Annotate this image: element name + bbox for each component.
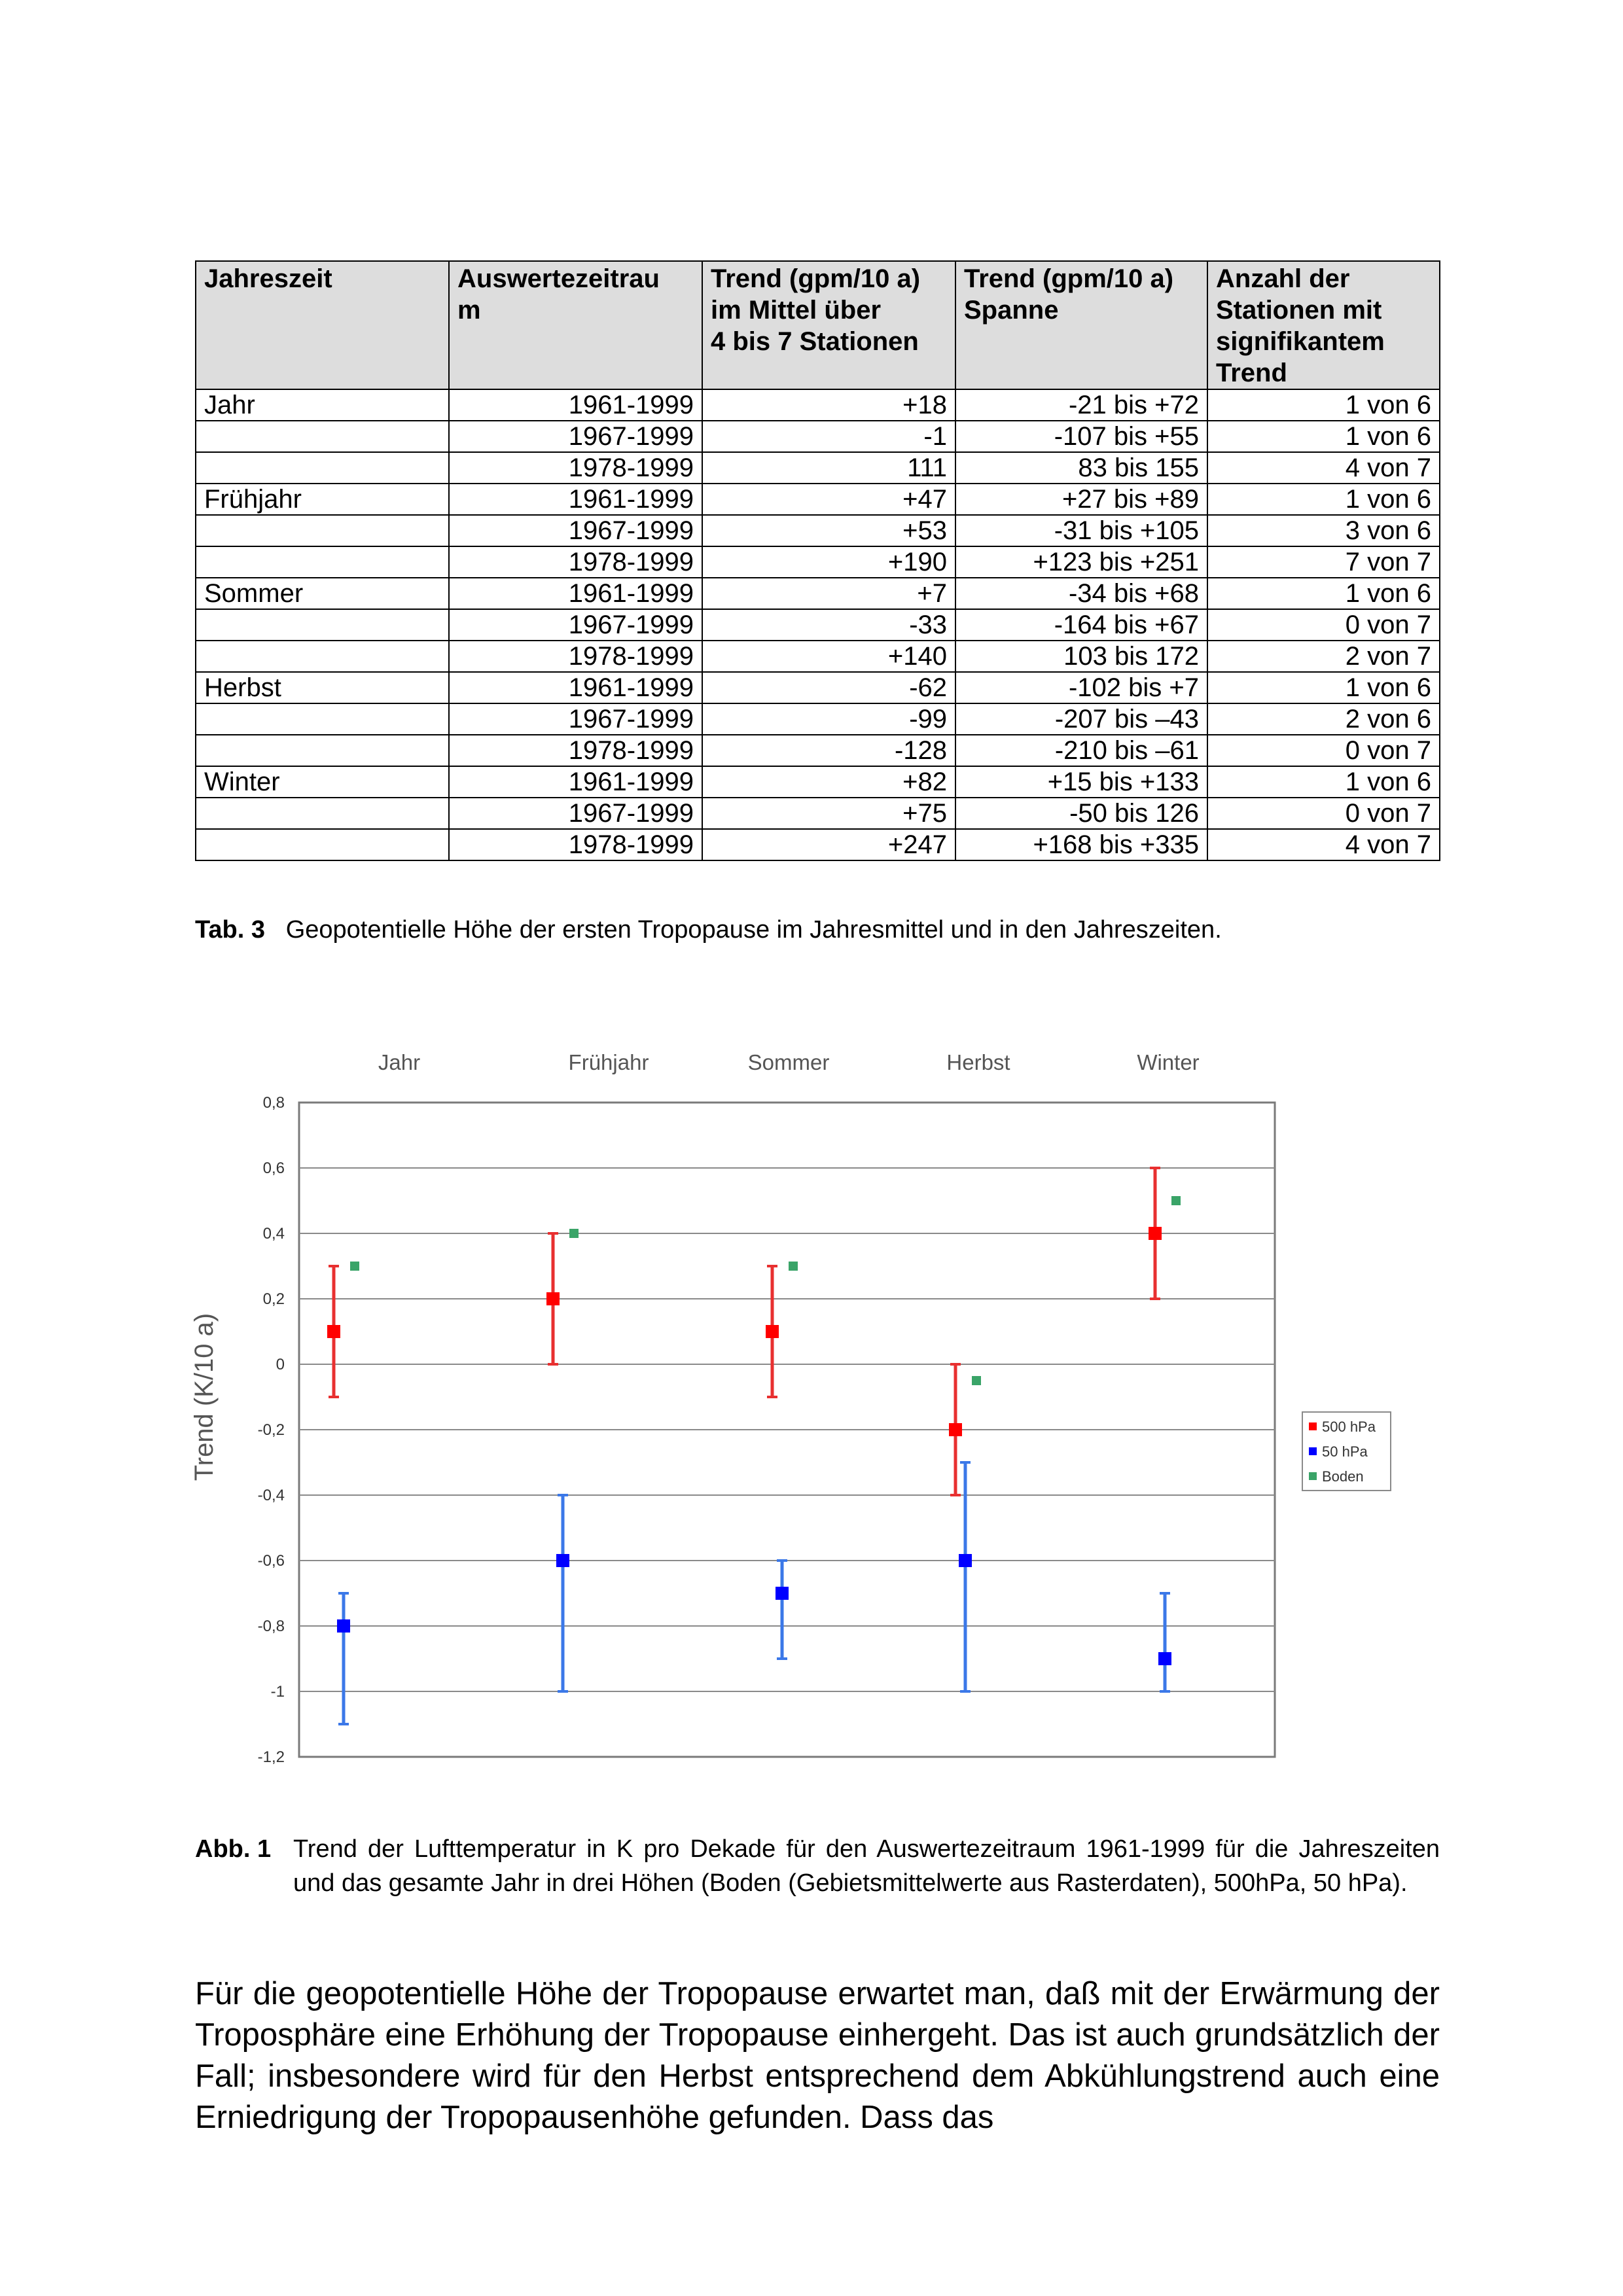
data-point bbox=[546, 1292, 560, 1305]
y-tick-label: -1 bbox=[270, 1683, 285, 1701]
data-point bbox=[972, 1376, 981, 1385]
figure-caption-text: Trend der Lufttemperatur in K pro Dekade für den Auswertezeitraum 1961-1999 für die Jahreszeiten und das gesamte Jahr in drei Höhen (Boden (Gebietsmittelwerte aus Rasterdaten), 500hPa, 50 hPa). bbox=[293, 1835, 1440, 1897]
data-point bbox=[789, 1262, 798, 1271]
table-cell: +82 bbox=[702, 766, 955, 798]
table-cell: -164 bis +67 bbox=[955, 609, 1207, 641]
table-cell: 0 von 7 bbox=[1207, 735, 1440, 766]
table-row bbox=[196, 484, 1440, 515]
table-cell: 2 von 6 bbox=[1207, 703, 1440, 735]
table-cell: -62 bbox=[702, 672, 955, 703]
table-cell: -107 bis +55 bbox=[955, 421, 1207, 452]
table-row bbox=[196, 578, 1440, 609]
table-cell: Frühjahr bbox=[196, 484, 449, 515]
table-row bbox=[196, 735, 1440, 766]
table-row bbox=[196, 389, 1440, 421]
table-cell: +18 bbox=[702, 389, 955, 421]
data-point bbox=[1149, 1227, 1162, 1240]
y-tick-label: 0,8 bbox=[262, 1094, 285, 1112]
table-cell: 1967-1999 bbox=[449, 798, 702, 829]
table-cell: -50 bis 126 bbox=[955, 798, 1207, 829]
table-cell: 1961-1999 bbox=[449, 578, 702, 609]
legend-swatch bbox=[1309, 1472, 1317, 1480]
table-cell: -102 bis +7 bbox=[955, 672, 1207, 703]
table-cell: +47 bbox=[702, 484, 955, 515]
table-cell: +27 bis +89 bbox=[955, 484, 1207, 515]
table-cell: 1 von 6 bbox=[1207, 421, 1440, 452]
data-point bbox=[556, 1554, 569, 1567]
table-header-cell: Jahreszeit bbox=[196, 261, 449, 389]
table-cell: -34 bis +68 bbox=[955, 578, 1207, 609]
data-point bbox=[1171, 1196, 1181, 1205]
table-cell: +7 bbox=[702, 578, 955, 609]
legend-swatch bbox=[1309, 1422, 1317, 1430]
table-cell: 1978-1999 bbox=[449, 452, 702, 484]
table-cell: +190 bbox=[702, 546, 955, 578]
table-cell: +168 bis +335 bbox=[955, 829, 1207, 860]
data-point bbox=[776, 1587, 789, 1600]
y-tick-label: -0,2 bbox=[257, 1421, 285, 1439]
table-cell: 111 bbox=[702, 452, 955, 484]
data-point bbox=[569, 1229, 579, 1238]
table-header-cell: Trend (gpm/10 a) im Mittel über 4 bis 7 Stationen bbox=[702, 261, 955, 389]
table-cell: Jahr bbox=[196, 389, 449, 421]
table-cell: -31 bis +105 bbox=[955, 515, 1207, 546]
table-cell: -1 bbox=[702, 421, 955, 452]
table-cell: 1 von 6 bbox=[1207, 389, 1440, 421]
table-row bbox=[196, 829, 1440, 860]
table-cell: 1967-1999 bbox=[449, 421, 702, 452]
y-tick-label: -0,4 bbox=[257, 1487, 285, 1504]
table-cell bbox=[196, 641, 449, 672]
table-row bbox=[196, 672, 1440, 703]
y-tick-label: 0,2 bbox=[262, 1290, 285, 1308]
legend-swatch bbox=[1309, 1447, 1317, 1455]
data-point bbox=[327, 1325, 340, 1338]
y-tick-label: -0,6 bbox=[257, 1552, 285, 1570]
table-cell: 0 von 7 bbox=[1207, 798, 1440, 829]
table-cell: -128 bbox=[702, 735, 955, 766]
y-tick-label: -0,8 bbox=[257, 1617, 285, 1635]
table-caption bbox=[195, 913, 1222, 947]
table-cell: 1961-1999 bbox=[449, 484, 702, 515]
body-paragraph: Für die geopotentielle Höhe der Tropopause erwartet man, daß mit der Erwärmung der Troposphäre eine Erhöhung der Tropopause einhergeht. Das ist auch grundsätzlich der Fall; insbesondere wird für den Herbst entsprechend dem Abkühlungstrend auch eine Erniedrigung der Tropopausenhöhe gefunden. Dass das bbox=[195, 1976, 1440, 2135]
y-tick-label: 0,6 bbox=[262, 1159, 285, 1177]
table-cell: Winter bbox=[196, 766, 449, 798]
table-cell: -99 bbox=[702, 703, 955, 735]
table-cell bbox=[196, 515, 449, 546]
table-header-cell: Auswertezeitrau m bbox=[449, 261, 702, 389]
table-row bbox=[196, 421, 1440, 452]
table-row bbox=[196, 766, 1440, 798]
table-cell: 1 von 6 bbox=[1207, 766, 1440, 798]
table-caption-text: Geopotentielle Höhe der ersten Tropopause im Jahresmittel und in den Jahreszeiten. bbox=[285, 916, 1222, 944]
table-caption-label: Tab. 3 bbox=[195, 916, 265, 944]
table-cell: -21 bis +72 bbox=[955, 389, 1207, 421]
category-label: Jahr bbox=[378, 1050, 421, 1074]
table-cell bbox=[196, 735, 449, 766]
table-cell: 1967-1999 bbox=[449, 609, 702, 641]
table-cell: 2 von 7 bbox=[1207, 641, 1440, 672]
table-cell bbox=[196, 798, 449, 829]
table-cell: 4 von 7 bbox=[1207, 452, 1440, 484]
table-header-cell: Anzahl der Stationen mit signifikantem Trend bbox=[1207, 261, 1440, 389]
table-cell bbox=[196, 421, 449, 452]
table-cell: 1978-1999 bbox=[449, 546, 702, 578]
category-label: Sommer bbox=[747, 1050, 830, 1074]
table-row bbox=[196, 798, 1440, 829]
legend-label: Boden bbox=[1322, 1468, 1364, 1485]
table-cell: 0 von 7 bbox=[1207, 609, 1440, 641]
table-cell: 1961-1999 bbox=[449, 766, 702, 798]
table-cell: 1 von 6 bbox=[1207, 578, 1440, 609]
table-row bbox=[196, 703, 1440, 735]
table-row bbox=[196, 546, 1440, 578]
table-cell: -207 bis –43 bbox=[955, 703, 1207, 735]
table-row bbox=[196, 452, 1440, 484]
data-point bbox=[949, 1423, 962, 1436]
table-cell: +53 bbox=[702, 515, 955, 546]
table-cell bbox=[196, 703, 449, 735]
table-cell: Sommer bbox=[196, 578, 449, 609]
table-cell: 1978-1999 bbox=[449, 735, 702, 766]
table-row bbox=[196, 609, 1440, 641]
data-point bbox=[766, 1325, 779, 1338]
table-cell bbox=[196, 829, 449, 860]
figure-caption bbox=[195, 1832, 1440, 1900]
table-header-cell: Trend (gpm/10 a) Spanne bbox=[955, 261, 1207, 389]
table-cell: 1 von 6 bbox=[1207, 672, 1440, 703]
category-label: Frühjahr bbox=[568, 1050, 649, 1074]
table-cell: 4 von 7 bbox=[1207, 829, 1440, 860]
table-cell: 103 bis 172 bbox=[955, 641, 1207, 672]
table-cell: 1961-1999 bbox=[449, 672, 702, 703]
table-row bbox=[196, 515, 1440, 546]
data-point bbox=[1158, 1652, 1171, 1665]
table-cell: 83 bis 155 bbox=[955, 452, 1207, 484]
y-tick-label: -1,2 bbox=[257, 1748, 285, 1766]
table-cell: 1967-1999 bbox=[449, 515, 702, 546]
table-cell: -33 bbox=[702, 609, 955, 641]
legend-label: 500 hPa bbox=[1322, 1419, 1376, 1435]
trend-table bbox=[195, 260, 1440, 861]
table-row bbox=[196, 641, 1440, 672]
table-cell bbox=[196, 609, 449, 641]
y-tick-label: 0 bbox=[276, 1356, 285, 1373]
table-cell: Herbst bbox=[196, 672, 449, 703]
table-cell: +140 bbox=[702, 641, 955, 672]
y-axis-label: Trend (K/10 a) bbox=[190, 1313, 219, 1481]
table-cell bbox=[196, 452, 449, 484]
table-body bbox=[196, 389, 1440, 860]
table-cell bbox=[196, 546, 449, 578]
table-cell: 7 von 7 bbox=[1207, 546, 1440, 578]
table-cell: +15 bis +133 bbox=[955, 766, 1207, 798]
figure-caption-label: Abb. 1 bbox=[195, 1835, 272, 1863]
table-cell: -210 bis –61 bbox=[955, 735, 1207, 766]
data-point bbox=[350, 1262, 359, 1271]
table-cell: 1978-1999 bbox=[449, 829, 702, 860]
data-point bbox=[959, 1554, 972, 1567]
category-label: Winter bbox=[1137, 1050, 1200, 1074]
table-cell: 1961-1999 bbox=[449, 389, 702, 421]
table-cell: 3 von 6 bbox=[1207, 515, 1440, 546]
table-cell: 1 von 6 bbox=[1207, 484, 1440, 515]
table-cell: +123 bis +251 bbox=[955, 546, 1207, 578]
temperature-trend-chart bbox=[183, 1040, 1427, 1780]
y-tick-label: 0,4 bbox=[262, 1225, 285, 1243]
table-header-row bbox=[196, 261, 1440, 389]
category-label: Herbst bbox=[946, 1050, 1010, 1074]
table-cell: +75 bbox=[702, 798, 955, 829]
legend-label: 50 hPa bbox=[1322, 1443, 1368, 1460]
table-cell: +247 bbox=[702, 829, 955, 860]
data-point bbox=[337, 1619, 350, 1633]
table-cell: 1967-1999 bbox=[449, 703, 702, 735]
table-cell: 1978-1999 bbox=[449, 641, 702, 672]
